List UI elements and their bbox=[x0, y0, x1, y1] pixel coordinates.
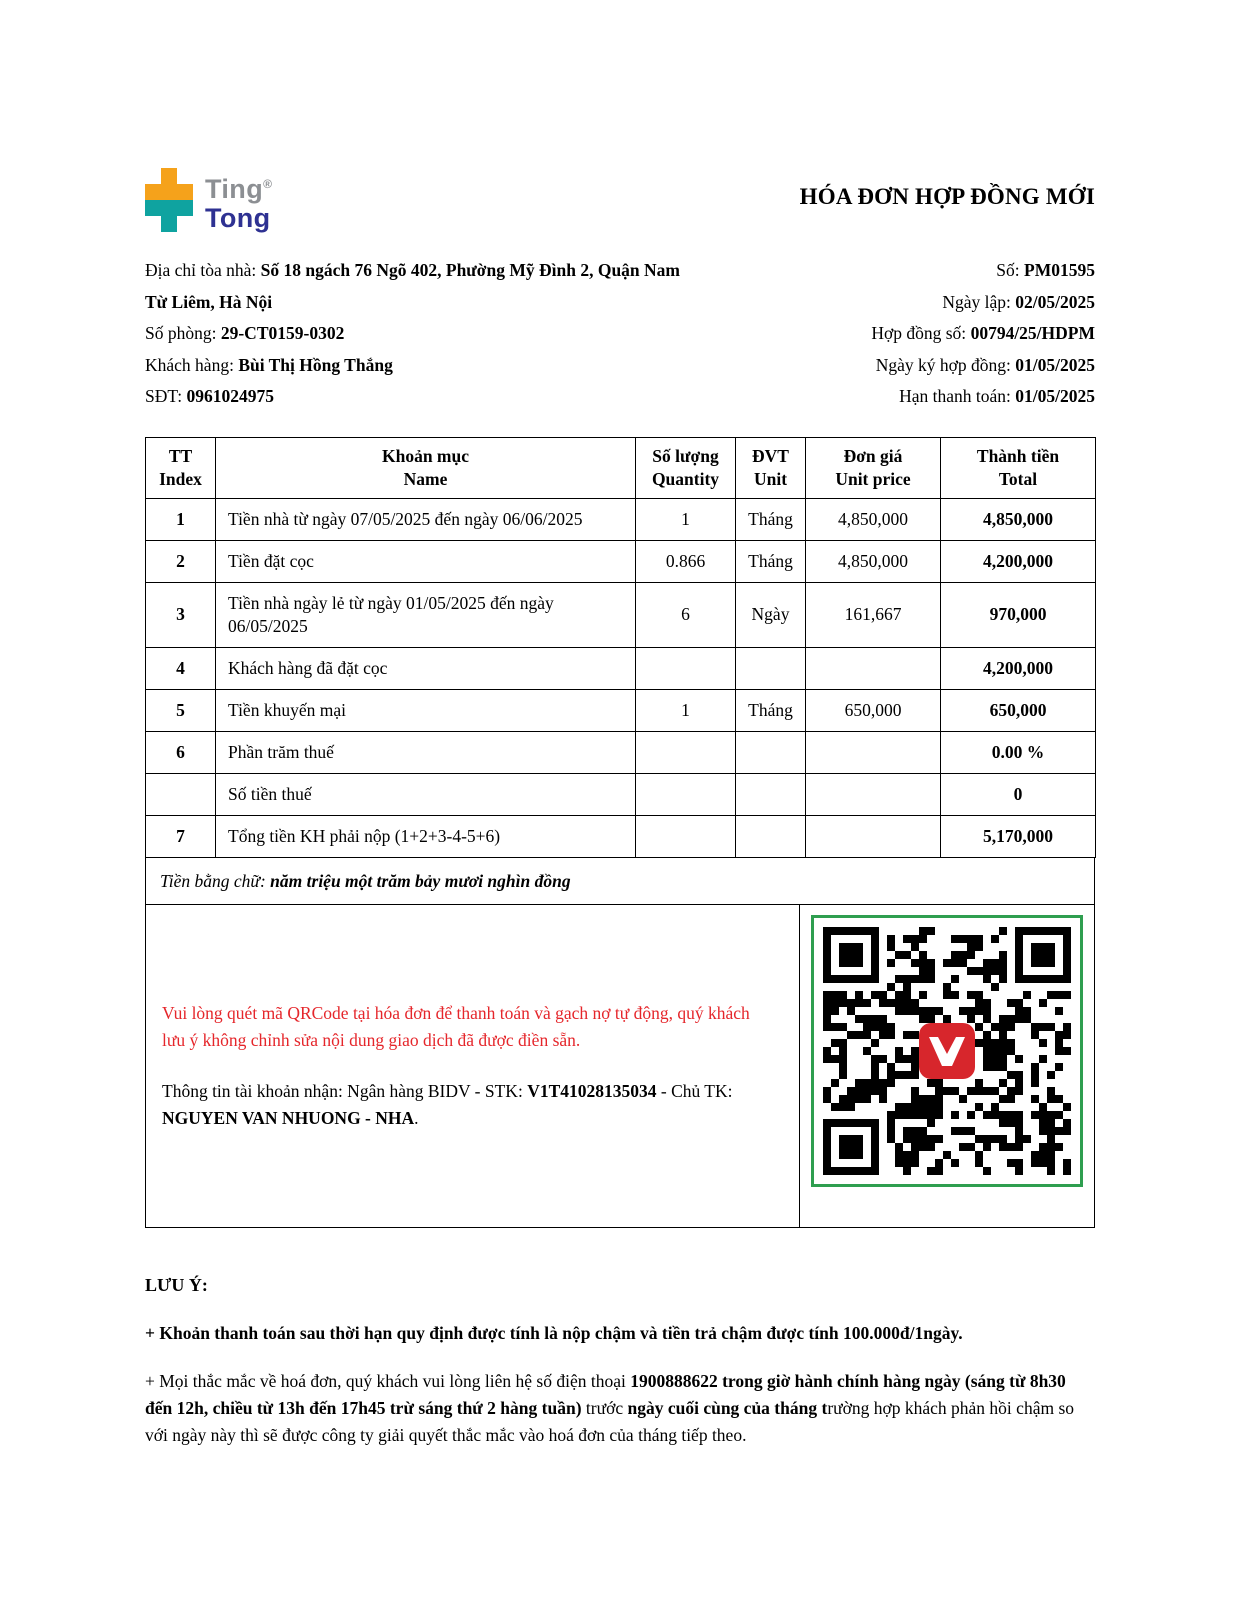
cell-price bbox=[806, 731, 941, 773]
column-header: Đơn giá Unit price bbox=[806, 437, 941, 498]
info-value: 00794/25/HDPM bbox=[970, 323, 1095, 343]
cell-name: Tiền nhà ngày lẻ từ ngày 01/05/2025 đến ngày 06/05/2025 bbox=[216, 582, 636, 647]
cell-qty bbox=[636, 731, 736, 773]
info-line bbox=[145, 318, 705, 350]
info-label: Hạn thanh toán: bbox=[899, 386, 1016, 406]
payment-section bbox=[145, 905, 1095, 1228]
logo-word-tong: Tong bbox=[205, 203, 271, 233]
logo-word-ting: Ting® bbox=[205, 174, 273, 204]
cell-price: 4,850,000 bbox=[806, 540, 941, 582]
cell-unit bbox=[736, 731, 806, 773]
info-label: Số: bbox=[996, 260, 1025, 280]
info-line bbox=[871, 381, 1095, 413]
cell-total: 970,000 bbox=[941, 582, 1096, 647]
column-header: ĐVT Unit bbox=[736, 437, 806, 498]
info-line bbox=[871, 255, 1095, 287]
info-label: Ngày ký hợp đồng: bbox=[875, 354, 1016, 375]
info-line bbox=[145, 255, 705, 318]
cell-unit bbox=[736, 647, 806, 689]
text-segment-bold: V1T41028135034 bbox=[527, 1080, 657, 1101]
cell-tt: 7 bbox=[146, 815, 216, 857]
account-info-text bbox=[162, 1078, 773, 1132]
column-header: Thành tiền Total bbox=[941, 437, 1096, 498]
cell-total: 0 bbox=[941, 773, 1096, 815]
cell-unit: Ngày bbox=[736, 582, 806, 647]
note-hotline bbox=[145, 1368, 1095, 1449]
notes-title: LƯU Ý: bbox=[145, 1274, 208, 1295]
info-value: 01/05/2025 bbox=[1015, 386, 1095, 406]
cell-unit bbox=[736, 815, 806, 857]
amount-in-words-label: Tiền bằng chữ: bbox=[160, 870, 271, 891]
info-label: Khách hàng: bbox=[145, 354, 239, 375]
notes-section bbox=[145, 1272, 1095, 1449]
info-value: 02/05/2025 bbox=[1015, 291, 1095, 312]
table-row bbox=[146, 731, 1096, 773]
cell-total: 0.00 % bbox=[941, 731, 1096, 773]
cell-qty bbox=[636, 773, 736, 815]
info-value: 01/05/2025 bbox=[1015, 354, 1095, 375]
text-segment: trước bbox=[581, 1397, 628, 1418]
info-line bbox=[871, 287, 1095, 319]
table-row bbox=[146, 689, 1096, 731]
info-line bbox=[145, 350, 705, 382]
cell-name: Phần trăm thuế bbox=[216, 731, 636, 773]
text-segment-bold: ngày cuối cùng của tháng t bbox=[627, 1397, 828, 1418]
cell-tt bbox=[146, 773, 216, 815]
cell-qty bbox=[636, 647, 736, 689]
text-segment-bold: 1900888622 trong giờ hành chính hàng ngày (sáng từ 8h30 đến 12h, chiều từ 13h đến 17h45 trừ sáng thứ 2 hàng tuần) bbox=[145, 1370, 1066, 1418]
table-row bbox=[146, 773, 1096, 815]
tingtong-logo bbox=[145, 168, 272, 233]
cell-price: 650,000 bbox=[806, 689, 941, 731]
info-line bbox=[871, 318, 1095, 350]
cell-total: 4,200,000 bbox=[941, 647, 1096, 689]
info-line bbox=[145, 381, 705, 413]
table-row bbox=[146, 540, 1096, 582]
cell-tt: 4 bbox=[146, 647, 216, 689]
cell-name: Tiền khuyến mại bbox=[216, 689, 636, 731]
amount-in-words-value: năm triệu một trăm bảy mươi nghìn đồng bbox=[270, 870, 571, 891]
logo-wordmark bbox=[205, 170, 272, 233]
info-value: 0961024975 bbox=[186, 386, 274, 406]
table-row bbox=[146, 498, 1096, 540]
text-segment: rường hợp khách phản hồi chậm so với ngày này thì sẽ được công ty giải quyết thắc mắc vào hoá đơn của tháng tiếp theo. bbox=[145, 1397, 1075, 1445]
table-row bbox=[146, 582, 1096, 647]
cell-unit bbox=[736, 773, 806, 815]
qr-cell bbox=[800, 905, 1094, 1227]
cell-qty: 0.866 bbox=[636, 540, 736, 582]
info-line bbox=[871, 350, 1095, 382]
invoice-table bbox=[145, 437, 1096, 858]
note-late-payment: + Khoản thanh toán sau thời hạn quy định được tính là nộp chậm và tiền trả chậm được tính 100.000đ/1ngày. bbox=[145, 1322, 963, 1343]
cell-tt: 3 bbox=[146, 582, 216, 647]
info-value: Số 18 ngách 76 Ngõ 402, Phường Mỹ Đình 2, Quận Nam Từ Liêm, Hà Nội bbox=[145, 260, 681, 312]
cell-unit: Tháng bbox=[736, 540, 806, 582]
table-row bbox=[146, 815, 1096, 857]
cell-unit: Tháng bbox=[736, 498, 806, 540]
info-value: PM01595 bbox=[1024, 260, 1095, 280]
cell-qty: 6 bbox=[636, 582, 736, 647]
qr-code-image bbox=[823, 927, 1071, 1175]
logo-orange-shape bbox=[145, 168, 193, 200]
column-header: Khoản mục Name bbox=[216, 437, 636, 498]
info-label: Số phòng: bbox=[145, 323, 221, 343]
text-segment: . bbox=[414, 1107, 419, 1128]
column-header: TT Index bbox=[146, 437, 216, 498]
cell-price bbox=[806, 647, 941, 689]
info-value: 29-CT0159-0302 bbox=[220, 323, 345, 343]
cell-price: 4,850,000 bbox=[806, 498, 941, 540]
cell-name: Tiền nhà từ ngày 07/05/2025 đến ngày 06/06/2025 bbox=[216, 498, 636, 540]
info-label: Địa chỉ tòa nhà: bbox=[145, 260, 261, 280]
cell-name: Khách hàng đã đặt cọc bbox=[216, 647, 636, 689]
payment-instructions bbox=[146, 905, 800, 1227]
info-label: Ngày lập: bbox=[942, 291, 1016, 312]
info-label: Hợp đồng số: bbox=[871, 323, 971, 343]
cell-name: Tiền đặt cọc bbox=[216, 540, 636, 582]
text-segment: - Chủ TK: bbox=[656, 1080, 733, 1101]
cell-name: Số tiền thuế bbox=[216, 773, 636, 815]
column-header: Số lượng Quantity bbox=[636, 437, 736, 498]
cell-total: 650,000 bbox=[941, 689, 1096, 731]
cell-total: 4,200,000 bbox=[941, 540, 1096, 582]
header bbox=[145, 168, 1095, 233]
invoice-info bbox=[145, 255, 1095, 413]
cell-name: Tổng tiền KH phải nộp (1+2+3-4-5+6) bbox=[216, 815, 636, 857]
cell-price bbox=[806, 815, 941, 857]
invoice-table-body bbox=[146, 498, 1096, 857]
qr-warning-text: Vui lòng quét mã QRCode tại hóa đơn để thanh toán và gạch nợ tự động, quý khách lưu ý không chỉnh sửa nội dung giao dịch đã được điền sẵn. bbox=[162, 1002, 750, 1050]
invoice-table-head-row bbox=[146, 437, 1096, 498]
cell-qty: 1 bbox=[636, 498, 736, 540]
cell-tt: 1 bbox=[146, 498, 216, 540]
text-segment-bold: NGUYEN VAN NHUONG - NHA bbox=[162, 1107, 415, 1128]
cell-tt: 5 bbox=[146, 689, 216, 731]
cell-tt: 2 bbox=[146, 540, 216, 582]
info-value: Bùi Thị Hồng Thắng bbox=[238, 354, 393, 375]
amount-in-words-row bbox=[145, 858, 1095, 905]
logo-teal-shape bbox=[145, 200, 193, 232]
cell-qty bbox=[636, 815, 736, 857]
cell-tt: 6 bbox=[146, 731, 216, 773]
table-row bbox=[146, 647, 1096, 689]
info-right-block bbox=[871, 255, 1095, 413]
info-label: SĐT: bbox=[145, 386, 187, 406]
cell-qty: 1 bbox=[636, 689, 736, 731]
registered-mark: ® bbox=[263, 177, 273, 191]
cell-total: 5,170,000 bbox=[941, 815, 1096, 857]
cell-unit: Tháng bbox=[736, 689, 806, 731]
info-left-block bbox=[145, 255, 705, 413]
text-segment: + Mọi thắc mắc về hoá đơn, quý khách vui lòng liên hệ số điện thoại bbox=[145, 1370, 631, 1391]
cell-price: 161,667 bbox=[806, 582, 941, 647]
cell-total: 4,850,000 bbox=[941, 498, 1096, 540]
qr-code bbox=[811, 915, 1083, 1187]
document-title: HÓA ĐƠN HỢP ĐỒNG MỚI bbox=[799, 184, 1095, 209]
cell-price bbox=[806, 773, 941, 815]
tingtong-logo-icon bbox=[145, 168, 193, 232]
text-segment: Thông tin tài khoản nhận: Ngân hàng BIDV - STK: bbox=[162, 1080, 528, 1101]
